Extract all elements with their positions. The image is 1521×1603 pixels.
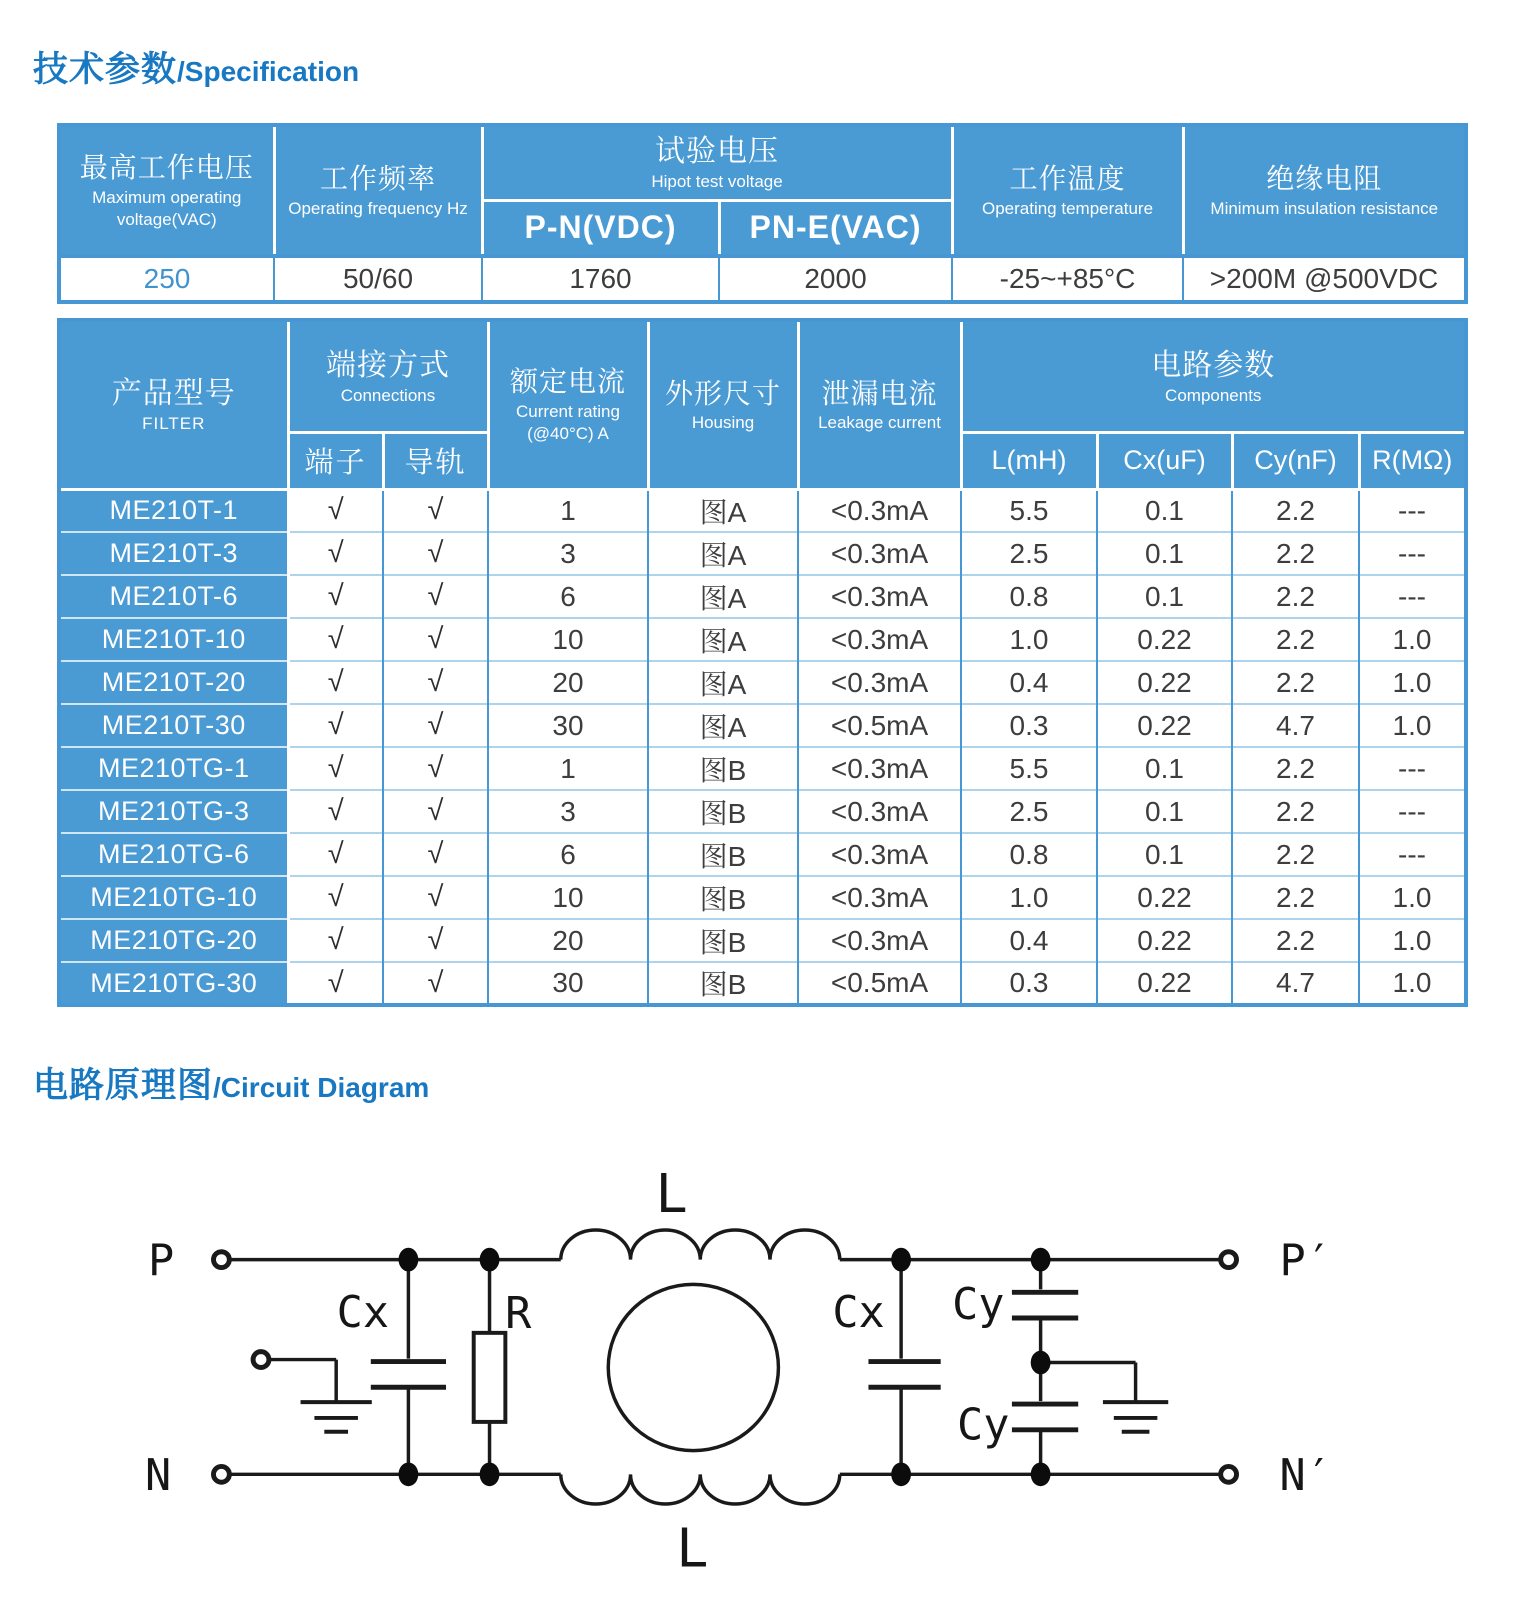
model-table-row xyxy=(59,790,1466,833)
spec-title-en: /Specification xyxy=(177,56,360,87)
resistor-body xyxy=(474,1333,506,1422)
inductance-cell: 0.4 xyxy=(961,919,1097,962)
header-current-en2: (@40°C) A xyxy=(527,423,609,443)
label-cy-top: Cy xyxy=(952,1280,1005,1330)
pne-vac-value: 2000 xyxy=(719,256,952,302)
model-cell: ME210T-20 xyxy=(59,661,288,704)
ground-terminal-left xyxy=(253,1352,269,1368)
terminal-p-out xyxy=(1221,1252,1237,1268)
header-hipot-en: Hipot test voltage xyxy=(651,172,783,192)
header-frequency-cn: 工作频率 xyxy=(319,163,436,195)
header-max-voltage xyxy=(59,125,274,256)
cx-cell: 0.1 xyxy=(1097,489,1232,532)
inductor-coil-top xyxy=(561,1230,840,1260)
header-hipot xyxy=(482,125,952,200)
model-table-row xyxy=(59,618,1466,661)
header-hipot-cn: 试验电压 xyxy=(655,135,779,169)
current-rating-cell: 30 xyxy=(488,962,648,1005)
cy-cell: 2.2 xyxy=(1232,790,1359,833)
header-leakage-cn: 泄漏电流 xyxy=(821,377,938,409)
housing-cell: 图A xyxy=(648,661,798,704)
r-cell: 1.0 xyxy=(1359,618,1466,661)
model-table-row xyxy=(59,575,1466,618)
cx-cell: 0.22 xyxy=(1097,661,1232,704)
frequency-value: 50/60 xyxy=(274,256,482,302)
inductance-cell: 5.5 xyxy=(961,489,1097,532)
cy-cell: 2.2 xyxy=(1232,618,1359,661)
header-current-cn: 额定电流 xyxy=(509,366,626,398)
label-cy-bottom: Cy xyxy=(957,1400,1010,1451)
header-model-en: FILTER xyxy=(142,414,206,434)
housing-cell: 图B xyxy=(648,747,798,790)
cx-cell: 0.22 xyxy=(1097,618,1232,661)
header-r-mohm: R(MΩ) xyxy=(1359,432,1466,489)
model-table-row xyxy=(59,876,1466,919)
current-rating-cell: 3 xyxy=(488,532,648,575)
header-frequency xyxy=(274,125,482,256)
r-cell: --- xyxy=(1359,833,1466,876)
model-table-body xyxy=(59,489,1466,1005)
current-rating-cell: 10 xyxy=(488,876,648,919)
leakage-current-cell: <0.3mA xyxy=(798,747,961,790)
rail-check-cell: √ xyxy=(383,661,488,704)
label-r: R xyxy=(505,1288,532,1339)
model-cell: ME210TG-6 xyxy=(59,833,288,876)
spec-title-cn: 技术参数 xyxy=(33,50,178,89)
label-l-top: L xyxy=(655,1162,688,1226)
spec-section-title xyxy=(33,42,359,92)
label-p-in: P xyxy=(147,1236,175,1287)
header-cy-nf: Cy(nF) xyxy=(1232,432,1359,489)
cy-cell: 4.7 xyxy=(1232,962,1359,1005)
insulation-value: >200M @500VDC xyxy=(1183,256,1466,302)
header-housing xyxy=(648,320,798,489)
housing-cell: 图A xyxy=(648,489,798,532)
header-current xyxy=(488,320,648,489)
cy-cell: 2.2 xyxy=(1232,575,1359,618)
inductance-cell: 0.3 xyxy=(961,704,1097,747)
header-connections xyxy=(288,320,488,432)
rail-check-cell: √ xyxy=(383,876,488,919)
header-frequency-en: Operating frequency Hz xyxy=(288,198,468,218)
terminal-check-cell: √ xyxy=(288,575,383,618)
circuit-title-en: /Circuit Diagram xyxy=(213,1072,430,1103)
r-cell: 1.0 xyxy=(1359,704,1466,747)
model-table-row xyxy=(59,532,1466,575)
leakage-current-cell: <0.3mA xyxy=(798,661,961,704)
current-rating-cell: 20 xyxy=(488,661,648,704)
model-cell: ME210T-3 xyxy=(59,532,288,575)
model-table-row xyxy=(59,833,1466,876)
header-leakage xyxy=(798,320,961,489)
cx-cell: 0.22 xyxy=(1097,876,1232,919)
housing-cell: 图A xyxy=(648,575,798,618)
model-table-row xyxy=(59,489,1466,532)
header-housing-cn: 外形尺寸 xyxy=(664,377,781,409)
cy-cell: 2.2 xyxy=(1232,532,1359,575)
terminal-check-cell: √ xyxy=(288,919,383,962)
label-n-in: N xyxy=(144,1451,172,1502)
cx-cell: 0.1 xyxy=(1097,747,1232,790)
terminal-n-out xyxy=(1221,1466,1237,1482)
inductance-cell: 2.5 xyxy=(961,532,1097,575)
current-rating-cell: 1 xyxy=(488,747,648,790)
header-terminal: 端子 xyxy=(288,432,383,489)
model-table-row xyxy=(59,747,1466,790)
header-components-cn: 电路参数 xyxy=(1151,348,1276,382)
rail-check-cell: √ xyxy=(383,489,488,532)
cx-cell: 0.1 xyxy=(1097,790,1232,833)
housing-cell: 图A xyxy=(648,618,798,661)
circuit-title-cn: 电路原理图 xyxy=(33,1066,214,1105)
header-temperature-en: Operating temperature xyxy=(981,198,1154,218)
current-rating-cell: 6 xyxy=(488,833,648,876)
ground-symbol-left xyxy=(301,1402,372,1432)
header-l-mh: L(mH) xyxy=(961,432,1097,489)
housing-cell: 图A xyxy=(648,532,798,575)
current-rating-cell: 20 xyxy=(488,919,648,962)
r-cell: --- xyxy=(1359,790,1466,833)
max-voltage-value: 250 xyxy=(59,256,274,302)
choke-core-circle xyxy=(608,1284,778,1450)
header-housing-en: Housing xyxy=(691,412,755,432)
cy-cell: 2.2 xyxy=(1232,919,1359,962)
cx-right-capacitor xyxy=(868,1362,940,1388)
model-cell: ME210TG-10 xyxy=(59,876,288,919)
terminal-check-cell: √ xyxy=(288,661,383,704)
header-pn-vdc: P-N(VDC) xyxy=(482,200,719,256)
model-cell: ME210TG-20 xyxy=(59,919,288,962)
cy-bottom-capacitor xyxy=(1012,1404,1078,1430)
ground-lead-left xyxy=(269,1360,336,1403)
ground-lead-right xyxy=(1041,1363,1136,1403)
housing-cell: 图B xyxy=(648,876,798,919)
r-cell: 1.0 xyxy=(1359,962,1466,1005)
housing-cell: 图A xyxy=(648,704,798,747)
header-rail: 导轨 xyxy=(383,432,488,489)
cy-cell: 2.2 xyxy=(1232,876,1359,919)
header-leakage-en: Leakage current xyxy=(818,412,941,432)
terminal-check-cell: √ xyxy=(288,489,383,532)
terminal-check-cell: √ xyxy=(288,833,383,876)
cx-cell: 0.1 xyxy=(1097,532,1232,575)
header-connections-cn: 端接方式 xyxy=(326,348,450,382)
circuit-section-title xyxy=(33,1058,429,1108)
terminal-check-cell: √ xyxy=(288,876,383,919)
model-table-row xyxy=(59,704,1466,747)
r-cell: --- xyxy=(1359,575,1466,618)
header-max-voltage-cn: 最高工作电压 xyxy=(79,152,254,184)
header-temperature xyxy=(952,125,1183,256)
inductor-coil-bottom xyxy=(561,1474,840,1504)
terminal-n-in xyxy=(214,1466,230,1482)
cx-left-capacitor xyxy=(371,1362,446,1388)
cy-cell: 2.2 xyxy=(1232,489,1359,532)
cx-cell: 0.1 xyxy=(1097,833,1232,876)
inductance-cell: 1.0 xyxy=(961,618,1097,661)
rail-check-cell: √ xyxy=(383,919,488,962)
header-model-cn: 产品型号 xyxy=(111,377,236,411)
cy-cell: 2.2 xyxy=(1232,661,1359,704)
housing-cell: 图B xyxy=(648,919,798,962)
leakage-current-cell: <0.3mA xyxy=(798,790,961,833)
leakage-current-cell: <0.3mA xyxy=(798,919,961,962)
header-model xyxy=(59,320,288,489)
leakage-current-cell: <0.5mA xyxy=(798,704,961,747)
leakage-current-cell: <0.3mA xyxy=(798,618,961,661)
header-components xyxy=(961,320,1466,432)
model-cell: ME210T-1 xyxy=(59,489,288,532)
r-cell: --- xyxy=(1359,532,1466,575)
ground-symbol-right xyxy=(1103,1402,1168,1432)
rail-check-cell: √ xyxy=(383,532,488,575)
rail-check-cell: √ xyxy=(383,962,488,1005)
leakage-current-cell: <0.3mA xyxy=(798,532,961,575)
header-insulation xyxy=(1183,125,1466,256)
terminal-check-cell: √ xyxy=(288,532,383,575)
r-cell: --- xyxy=(1359,489,1466,532)
header-insulation-en: Minimum insulation resistance xyxy=(1210,198,1439,218)
header-cx-uf: Cx(uF) xyxy=(1097,432,1232,489)
cx-cell: 0.22 xyxy=(1097,704,1232,747)
label-n-out: N′ xyxy=(1279,1451,1332,1502)
inductance-cell: 5.5 xyxy=(961,747,1097,790)
current-rating-cell: 3 xyxy=(488,790,648,833)
terminal-check-cell: √ xyxy=(288,790,383,833)
label-p-out: P′ xyxy=(1279,1236,1332,1287)
leakage-current-cell: <0.3mA xyxy=(798,489,961,532)
rating-table xyxy=(57,123,1468,304)
inductance-cell: 0.8 xyxy=(961,575,1097,618)
housing-cell: 图B xyxy=(648,962,798,1005)
cy-top-capacitor xyxy=(1012,1292,1078,1318)
leakage-current-cell: <0.5mA xyxy=(798,962,961,1005)
header-temperature-cn: 工作温度 xyxy=(1009,163,1126,195)
leakage-current-cell: <0.3mA xyxy=(798,575,961,618)
label-cx-left: Cx xyxy=(336,1287,390,1338)
terminal-p-in xyxy=(214,1252,230,1268)
inductance-cell: 0.8 xyxy=(961,833,1097,876)
header-pne-vac: PN-E(VAC) xyxy=(719,200,952,256)
housing-cell: 图B xyxy=(648,833,798,876)
model-cell: ME210TG-30 xyxy=(59,962,288,1005)
header-max-voltage-en: Maximum operating voltage(VAC) xyxy=(92,187,242,229)
model-table-row xyxy=(59,661,1466,704)
header-components-en: Components xyxy=(1165,385,1262,405)
terminal-check-cell: √ xyxy=(288,747,383,790)
cy-cell: 2.2 xyxy=(1232,833,1359,876)
cy-cell: 2.2 xyxy=(1232,747,1359,790)
cx-cell: 0.1 xyxy=(1097,575,1232,618)
model-cell: ME210T-30 xyxy=(59,704,288,747)
rail-check-cell: √ xyxy=(383,747,488,790)
current-rating-cell: 6 xyxy=(488,575,648,618)
model-table-row xyxy=(59,962,1466,1005)
model-cell: ME210TG-3 xyxy=(59,790,288,833)
header-connections-en: Connections xyxy=(340,385,436,405)
rail-check-cell: √ xyxy=(383,575,488,618)
label-cx-right: Cx xyxy=(832,1287,885,1338)
r-cell: 1.0 xyxy=(1359,919,1466,962)
r-cell: 1.0 xyxy=(1359,661,1466,704)
rail-check-cell: √ xyxy=(383,704,488,747)
rail-check-cell: √ xyxy=(383,618,488,661)
inductance-cell: 1.0 xyxy=(961,876,1097,919)
terminal-check-cell: √ xyxy=(288,704,383,747)
model-cell: ME210T-10 xyxy=(59,618,288,661)
circuit-diagram xyxy=(100,1133,1350,1598)
inductance-cell: 0.3 xyxy=(961,962,1097,1005)
leakage-current-cell: <0.3mA xyxy=(798,833,961,876)
rail-check-cell: √ xyxy=(383,833,488,876)
rail-check-cell: √ xyxy=(383,790,488,833)
model-cell: ME210T-6 xyxy=(59,575,288,618)
r-cell: 1.0 xyxy=(1359,876,1466,919)
pn-vdc-value: 1760 xyxy=(482,256,719,302)
temperature-value: -25~+85°C xyxy=(952,256,1183,302)
leakage-current-cell: <0.3mA xyxy=(798,876,961,919)
cy-cell: 4.7 xyxy=(1232,704,1359,747)
header-current-en1: Current rating xyxy=(516,401,620,421)
model-cell: ME210TG-1 xyxy=(59,747,288,790)
housing-cell: 图B xyxy=(648,790,798,833)
header-insulation-cn: 绝缘电阻 xyxy=(1266,163,1383,195)
current-rating-cell: 30 xyxy=(488,704,648,747)
inductance-cell: 0.4 xyxy=(961,661,1097,704)
label-l-bottom: L xyxy=(676,1516,709,1580)
current-rating-cell: 1 xyxy=(488,489,648,532)
inductance-cell: 2.5 xyxy=(961,790,1097,833)
terminal-check-cell: √ xyxy=(288,962,383,1005)
terminal-check-cell: √ xyxy=(288,618,383,661)
r-cell: --- xyxy=(1359,747,1466,790)
cx-cell: 0.22 xyxy=(1097,962,1232,1005)
current-rating-cell: 10 xyxy=(488,618,648,661)
model-spec-table xyxy=(57,318,1468,1007)
cx-cell: 0.22 xyxy=(1097,919,1232,962)
model-table-row xyxy=(59,919,1466,962)
